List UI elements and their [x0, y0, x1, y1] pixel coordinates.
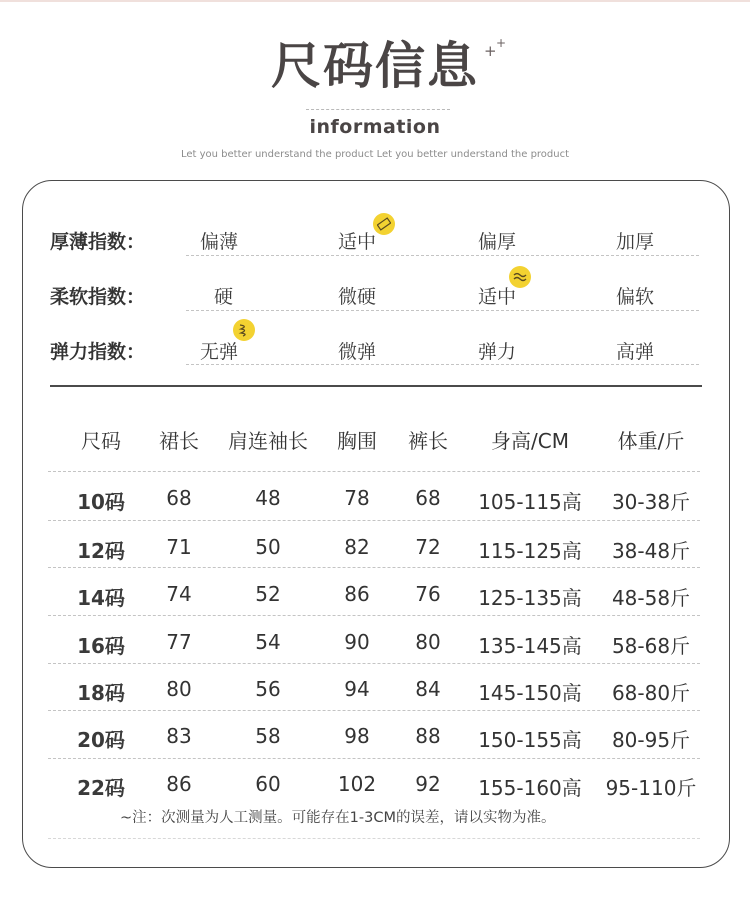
cell-sleeve-length: 58 [255, 724, 281, 748]
cell-size: 20码 [77, 728, 125, 752]
attribute-option: 微硬 [338, 286, 377, 308]
column-header-bust: 胸围 [337, 429, 377, 453]
bottom-divider [48, 838, 700, 839]
cell-height: 155-160高 [478, 776, 582, 800]
column-header-sleeve-length: 肩连袖长 [228, 429, 308, 453]
attribute-divider [186, 255, 699, 256]
attribute-option: 加厚 [616, 231, 655, 253]
attribute-option: 弹力 [478, 341, 517, 363]
cell-sleeve-length: 60 [255, 772, 281, 796]
cell-height: 105-115高 [478, 490, 582, 514]
cell-bust: 102 [337, 772, 377, 796]
attribute-divider [186, 310, 699, 311]
table-row-divider [48, 567, 700, 568]
cell-weight: 95-110斤 [605, 776, 697, 800]
cell-pants-length: 92 [415, 772, 441, 796]
cell-height: 125-135高 [478, 586, 582, 610]
sparkle-icon: + [484, 42, 497, 60]
cell-weight: 80-95斤 [611, 728, 691, 752]
attribute-option: 硬 [214, 286, 234, 308]
attribute-option: 偏软 [616, 286, 655, 308]
attribute-option-selected: 适中 [338, 231, 377, 253]
cell-pants-length: 80 [415, 630, 441, 654]
cell-bust: 94 [344, 677, 370, 701]
cell-pants-length: 84 [415, 677, 441, 701]
cell-pants-length: 72 [415, 535, 441, 559]
ruler-icon [373, 213, 395, 235]
page-title: 尺码信息 [271, 37, 479, 95]
cell-dress-length: 86 [166, 772, 192, 796]
spring-icon [233, 319, 255, 341]
cell-weight: 48-58斤 [611, 586, 691, 610]
cell-size: 12码 [77, 539, 125, 563]
cell-sleeve-length: 52 [255, 582, 281, 606]
cell-height: 145-150高 [478, 681, 582, 705]
title-divider [306, 109, 450, 110]
cell-size: 10码 [77, 490, 125, 514]
cell-bust: 90 [344, 630, 370, 654]
attribute-option: 偏薄 [200, 231, 239, 253]
cell-size: 22码 [77, 776, 125, 800]
attribute-option-selected: 适中 [478, 286, 517, 308]
subtitle: information [309, 116, 441, 138]
cell-dress-length: 71 [166, 535, 192, 559]
column-header-size: 尺码 [81, 429, 121, 453]
wave-icon [509, 266, 531, 288]
cell-dress-length: 80 [166, 677, 192, 701]
cell-size: 14码 [77, 586, 125, 610]
sparkle-small-icon: + [496, 36, 507, 50]
table-row-divider [48, 520, 700, 521]
top-accent-line [0, 0, 750, 2]
cell-height: 150-155高 [478, 728, 582, 752]
cell-bust: 98 [344, 724, 370, 748]
cell-pants-length: 76 [415, 582, 441, 606]
table-row-divider [48, 758, 700, 759]
cell-weight: 68-80斤 [611, 681, 691, 705]
table-row-divider [48, 710, 700, 711]
column-header-height: 身高/CM [491, 429, 569, 453]
attribute-option: 偏厚 [478, 231, 517, 253]
cell-bust: 78 [344, 486, 370, 510]
cell-height: 135-145高 [478, 634, 582, 658]
attribute-label: 弹力指数： [50, 341, 146, 363]
cell-dress-length: 77 [166, 630, 192, 654]
cell-sleeve-length: 56 [255, 677, 281, 701]
attribute-option: 高弹 [616, 341, 655, 363]
attribute-option-selected: 无弹 [200, 341, 239, 363]
table-row-divider [48, 663, 700, 664]
column-header-weight: 体重/斤 [617, 429, 685, 453]
column-header-pants-length: 裤长 [408, 429, 448, 453]
cell-bust: 82 [344, 535, 370, 559]
cell-sleeve-length: 50 [255, 535, 281, 559]
column-header-dress-length: 裙长 [159, 429, 199, 453]
cell-pants-length: 88 [415, 724, 441, 748]
cell-dress-length: 68 [166, 486, 192, 510]
tagline: Let you better understand the product Let you better understand the product [180, 149, 570, 160]
cell-dress-length: 74 [166, 582, 192, 606]
cell-pants-length: 68 [415, 486, 441, 510]
cell-weight: 30-38斤 [611, 490, 691, 514]
section-divider [50, 385, 702, 387]
attribute-label: 厚薄指数： [50, 231, 146, 253]
table-row-divider [48, 471, 700, 472]
cell-weight: 38-48斤 [611, 539, 691, 563]
measurement-note: ~注：次测量为人工测量。可能存在1-3CM的误差，请以实物为准。 [120, 810, 556, 826]
cell-height: 115-125高 [478, 539, 582, 563]
cell-sleeve-length: 54 [255, 630, 281, 654]
table-row-divider [48, 615, 700, 616]
cell-size: 16码 [77, 634, 125, 658]
cell-dress-length: 83 [166, 724, 192, 748]
cell-size: 18码 [77, 681, 125, 705]
attribute-divider [186, 364, 699, 365]
attribute-label: 柔软指数： [50, 286, 146, 308]
cell-bust: 86 [344, 582, 370, 606]
cell-sleeve-length: 48 [255, 486, 281, 510]
cell-weight: 58-68斤 [611, 634, 691, 658]
attribute-option: 微弹 [338, 341, 377, 363]
